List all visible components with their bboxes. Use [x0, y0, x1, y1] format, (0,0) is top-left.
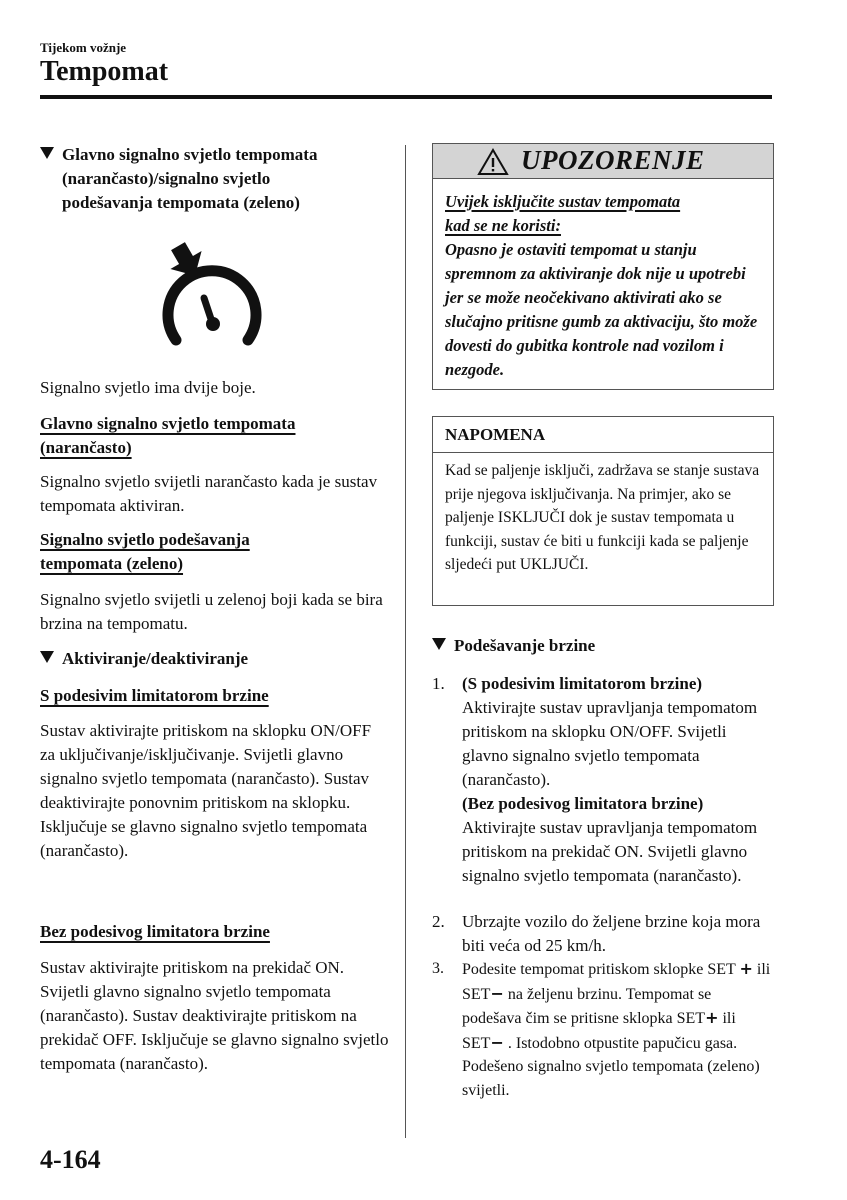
without-limiter-text: Sustav aktivirajte pritiskom na prekidač ON. Svijetli glavno signalno svjetlo tempomata (narančasto). Sustav deaktivirajte pritiskom na prekidač OFF. Isključuje se glavno signalno svjetlo tempomata (narančasto). — [40, 958, 389, 1073]
triangle-bullet-icon — [40, 651, 54, 663]
main-light-subheading: Glavno signalno svjetlo tempomata (narančasto) — [40, 414, 296, 457]
with-limiter-subheading: S podesivim limitatorom brzine — [40, 686, 269, 705]
page-number: 4-164 — [40, 1145, 101, 1174]
two-colors-text: Signalno svjetlo ima dvije boje. — [40, 378, 256, 397]
warning-header — [433, 144, 773, 179]
plus-icon: + — [739, 959, 753, 978]
main-light-text: Signalno svjetlo svijetli narančasto kada je sustav tempomata aktiviran. — [40, 472, 378, 515]
with-limiter-text: Sustav aktivirajte pritiskom na sklopku ON/OFF za uključivanje/isključivanje. Svijetli glavno signalno svjetlo tempomata (narančasto). Sustav deaktivirajte ponovnim pritiskom na sklopku. Isključuje se glavno signalno svjetlo tempomata (narančasto). — [40, 721, 372, 860]
triangle-bullet-icon — [40, 147, 54, 159]
note-box — [432, 416, 774, 606]
warning-body: Uvijek isključite sustav tempomata kad se ne koristi: Opasno je ostaviti tempomat u stanju spremnom za aktiviranje dok nije u upotrebi jer se može neočekivano aktivirati ako se slučajno pritisne gumb za aktivaciju, što može dovesti do gubitka kontrole nad vozilom i nezgode. — [445, 190, 763, 382]
column-divider — [405, 145, 406, 1138]
title-rule — [40, 95, 772, 99]
page-title: Tempomat — [40, 56, 169, 87]
without-limiter-subheading: Bez podesivog limitatora brzine — [40, 922, 270, 941]
list-item: 1. (S podesivim limitatorom brzine) Aktivirajte sustav upravljanja tempomatom pritiskom na sklopku ON/OFF. Svijetli glavno signalno svjetlo tempomata (narančasto). (Bez podesivog limitatora brzine) Aktivirajte sustav upravljanja tempomatom pritiskom na prekidač ON. Svijetli glavno signalno svjetlo tempomata (narančasto). — [432, 674, 758, 885]
note-text: Kad se paljenje isključi, zadržava se stanje sustava prije njegova isključivanja. Na primjer, ako se paljenje ISKLJUČI dok je sustav tempomata u funkciji, sustav će biti u funkciji kada se paljenje sljedeći put UKLJUČI. — [445, 462, 760, 573]
warning-box — [432, 143, 774, 390]
minus-icon: − — [490, 1032, 504, 1052]
list-item: 2. Ubrzajte vozilo do željene brzine koja mora biti veća od 25 km/h. — [432, 912, 761, 955]
list-item: 3. Podesite tempomat pritiskom sklopke SET + ili SET− na željenu brzinu. Tempomat se podešava čim se pritisne sklopka SET+ ili SET− . Istodobno otpustite papučicu gasa. Podešeno signalno svjetlo tempomata (zeleno) svijetli. — [432, 959, 771, 1099]
plus-icon: + — [705, 1008, 719, 1027]
cruise-control-speedometer-icon — [160, 240, 264, 358]
minus-icon: − — [490, 983, 504, 1003]
activation-heading: Aktiviranje/deaktiviranje — [40, 647, 390, 671]
warning-triangle-icon — [477, 148, 509, 176]
section-label: Tijekom vožnje — [40, 40, 127, 55]
triangle-bullet-icon — [432, 638, 446, 650]
warning-title: UPOZORENJE — [521, 145, 705, 175]
set-light-subheading: Signalno svjetlo podešavanja tempomata (zeleno) — [40, 530, 250, 573]
indicator-heading: Glavno signalno svjetlo tempomata (narančasto)/signalno svjetlo podešavanja tempomata (zeleno) — [40, 143, 390, 215]
note-title: NAPOMENA — [445, 425, 546, 444]
set-light-text: Signalno svjetlo svijetli u zelenoj boji kada se bira brzina na tempomatu. — [40, 590, 383, 633]
speed-heading: Podešavanje brzine — [432, 634, 774, 658]
warning-text: Opasno je ostaviti tempomat u stanju spremnom za aktiviranje dok nije u upotrebi jer se može neočekivano aktivirati ako se slučajno pritisne gumb za aktivaciju, što može dovesti do gubitka kontrole nad vozilom i nezgode. — [445, 240, 758, 379]
